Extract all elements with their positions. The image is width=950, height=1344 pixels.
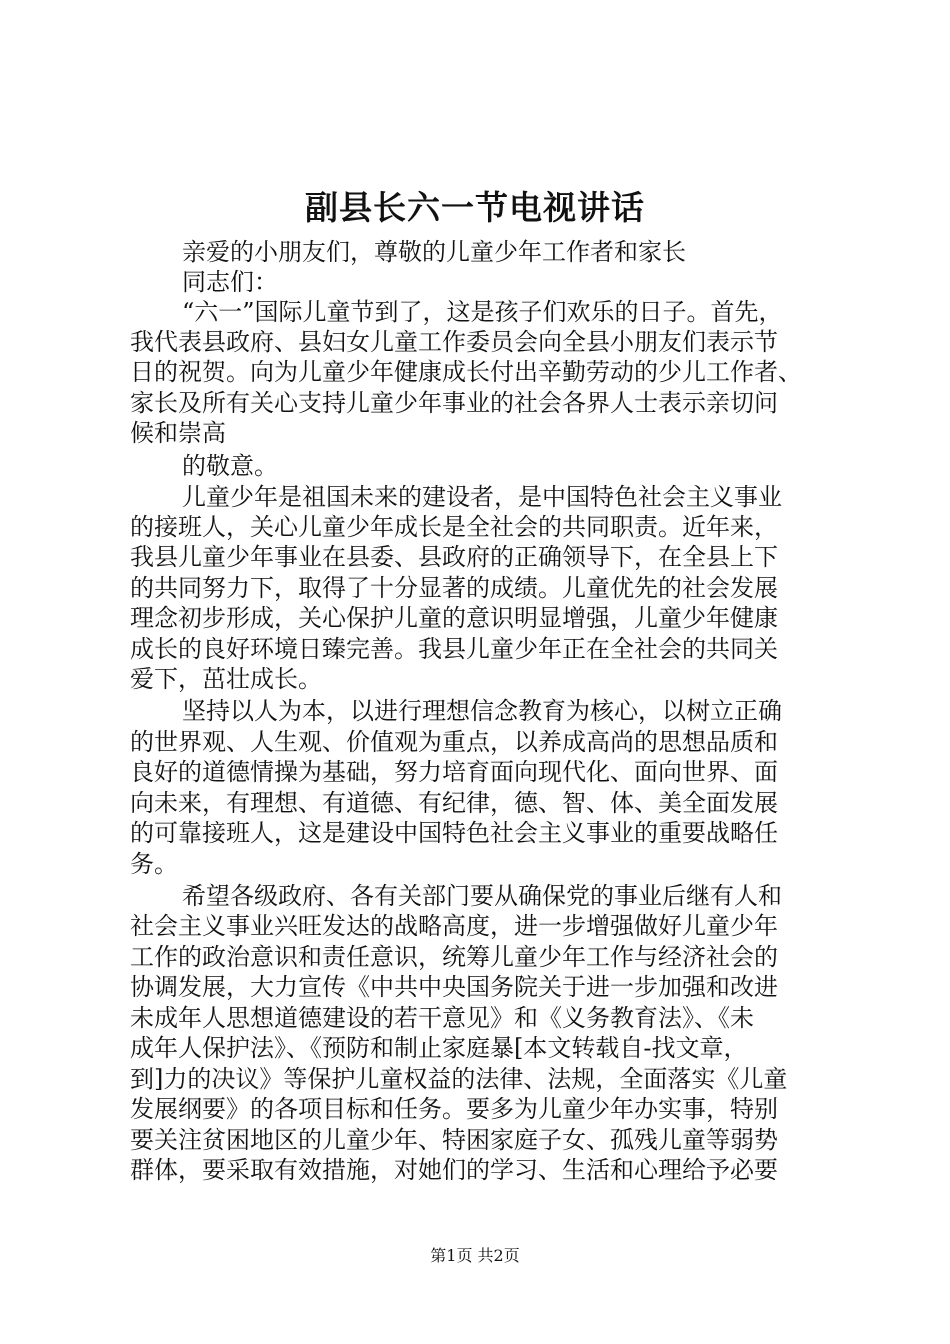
text-line: 要关注贫困地区的儿童少年、特困家庭子女、孤残儿童等弱势 [130,1126,778,1154]
text-line: 爱下，茁壮成长。 [130,665,322,693]
text-line: 我县儿童少年事业在县委、县政府的正确领导下，在全县上下 [130,543,778,571]
text-line: 务。 [130,850,178,878]
text-line: 亲爱的小朋友们，尊敬的儿童少年工作者和家长 [182,238,686,266]
text-line: 儿童少年是祖国未来的建设者，是中国特色社会主义事业 [182,483,782,511]
page-number-footer: 第1页 共2页 [430,1246,520,1265]
text-line: 良好的道德情操为基础，努力培育面向现代化、面向世界、面 [130,758,778,786]
text-line: 日的祝贺。向为儿童少年健康成长付出辛勤劳动的少儿工作者、 [130,358,802,386]
text-line: 的敬意。 [182,452,278,480]
text-line: 群体，要采取有效措施，对她们的学习、生活和心理给予必要 [130,1156,778,1184]
text-line: 坚持以人为本，以进行理想信念教育为核心，以树立正确 [182,697,782,725]
text-line: 同志们： [182,268,278,296]
text-line: 家长及所有关心支持儿童少年事业的社会各界人士表示亲切问 [130,389,778,417]
text-line: 的共同努力下，取得了十分显著的成绩。儿童优先的社会发展 [130,574,778,602]
text-line: 成年人保护法》、《预防和制止家庭暴[本文转载自-找文章， [130,1034,748,1062]
text-line: 成长的良好环境日臻完善。我县儿童少年正在全社会的共同关 [130,635,778,663]
text-line: 的接班人，关心儿童少年成长是全社会的共同职责。近年来， [130,513,778,541]
text-line: 未成年人思想道德建设的若干意见》和《义务教育法》、《未 [130,1004,754,1032]
text-line: 工作的政治意识和责任意识，统筹儿童少年工作与经济社会的 [130,943,778,971]
text-line: “六一”国际儿童节到了，这是孩子们欢乐的日子。首先， [182,298,783,326]
text-line: 发展纲要》的各项目标和任务。要多为儿童少年办实事，特别 [130,1095,778,1123]
text-line: 希望各级政府、各有关部门要从确保党的事业后继有人和 [182,882,782,910]
text-line: 的可靠接班人，这是建设中国特色社会主义事业的重要战略任 [130,819,778,847]
text-line: 向未来，有理想、有道德、有纪律，德、智、体、美全面发展 [130,789,778,817]
text-line: 协调发展，大力宣传《中共中央国务院关于进一步加强和改进 [130,973,778,1001]
text-line: 候和崇高 [130,419,226,447]
text-line: 社会主义事业兴旺发达的战略高度，进一步增强做好儿童少年 [130,912,778,940]
text-line: 理念初步形成，关心保护儿童的意识明显增强，儿童少年健康 [130,604,778,632]
text-line: 到]力的决议》等保护儿童权益的法律、法规，全面落实《儿童 [130,1065,788,1093]
text-line: 的世界观、人生观、价值观为重点，以养成高尚的思想品质和 [130,728,778,756]
document-title: 副县长六一节电视讲话 [305,188,645,227]
text-line: 我代表县政府、县妇女儿童工作委员会向全县小朋友们表示节 [130,328,778,356]
